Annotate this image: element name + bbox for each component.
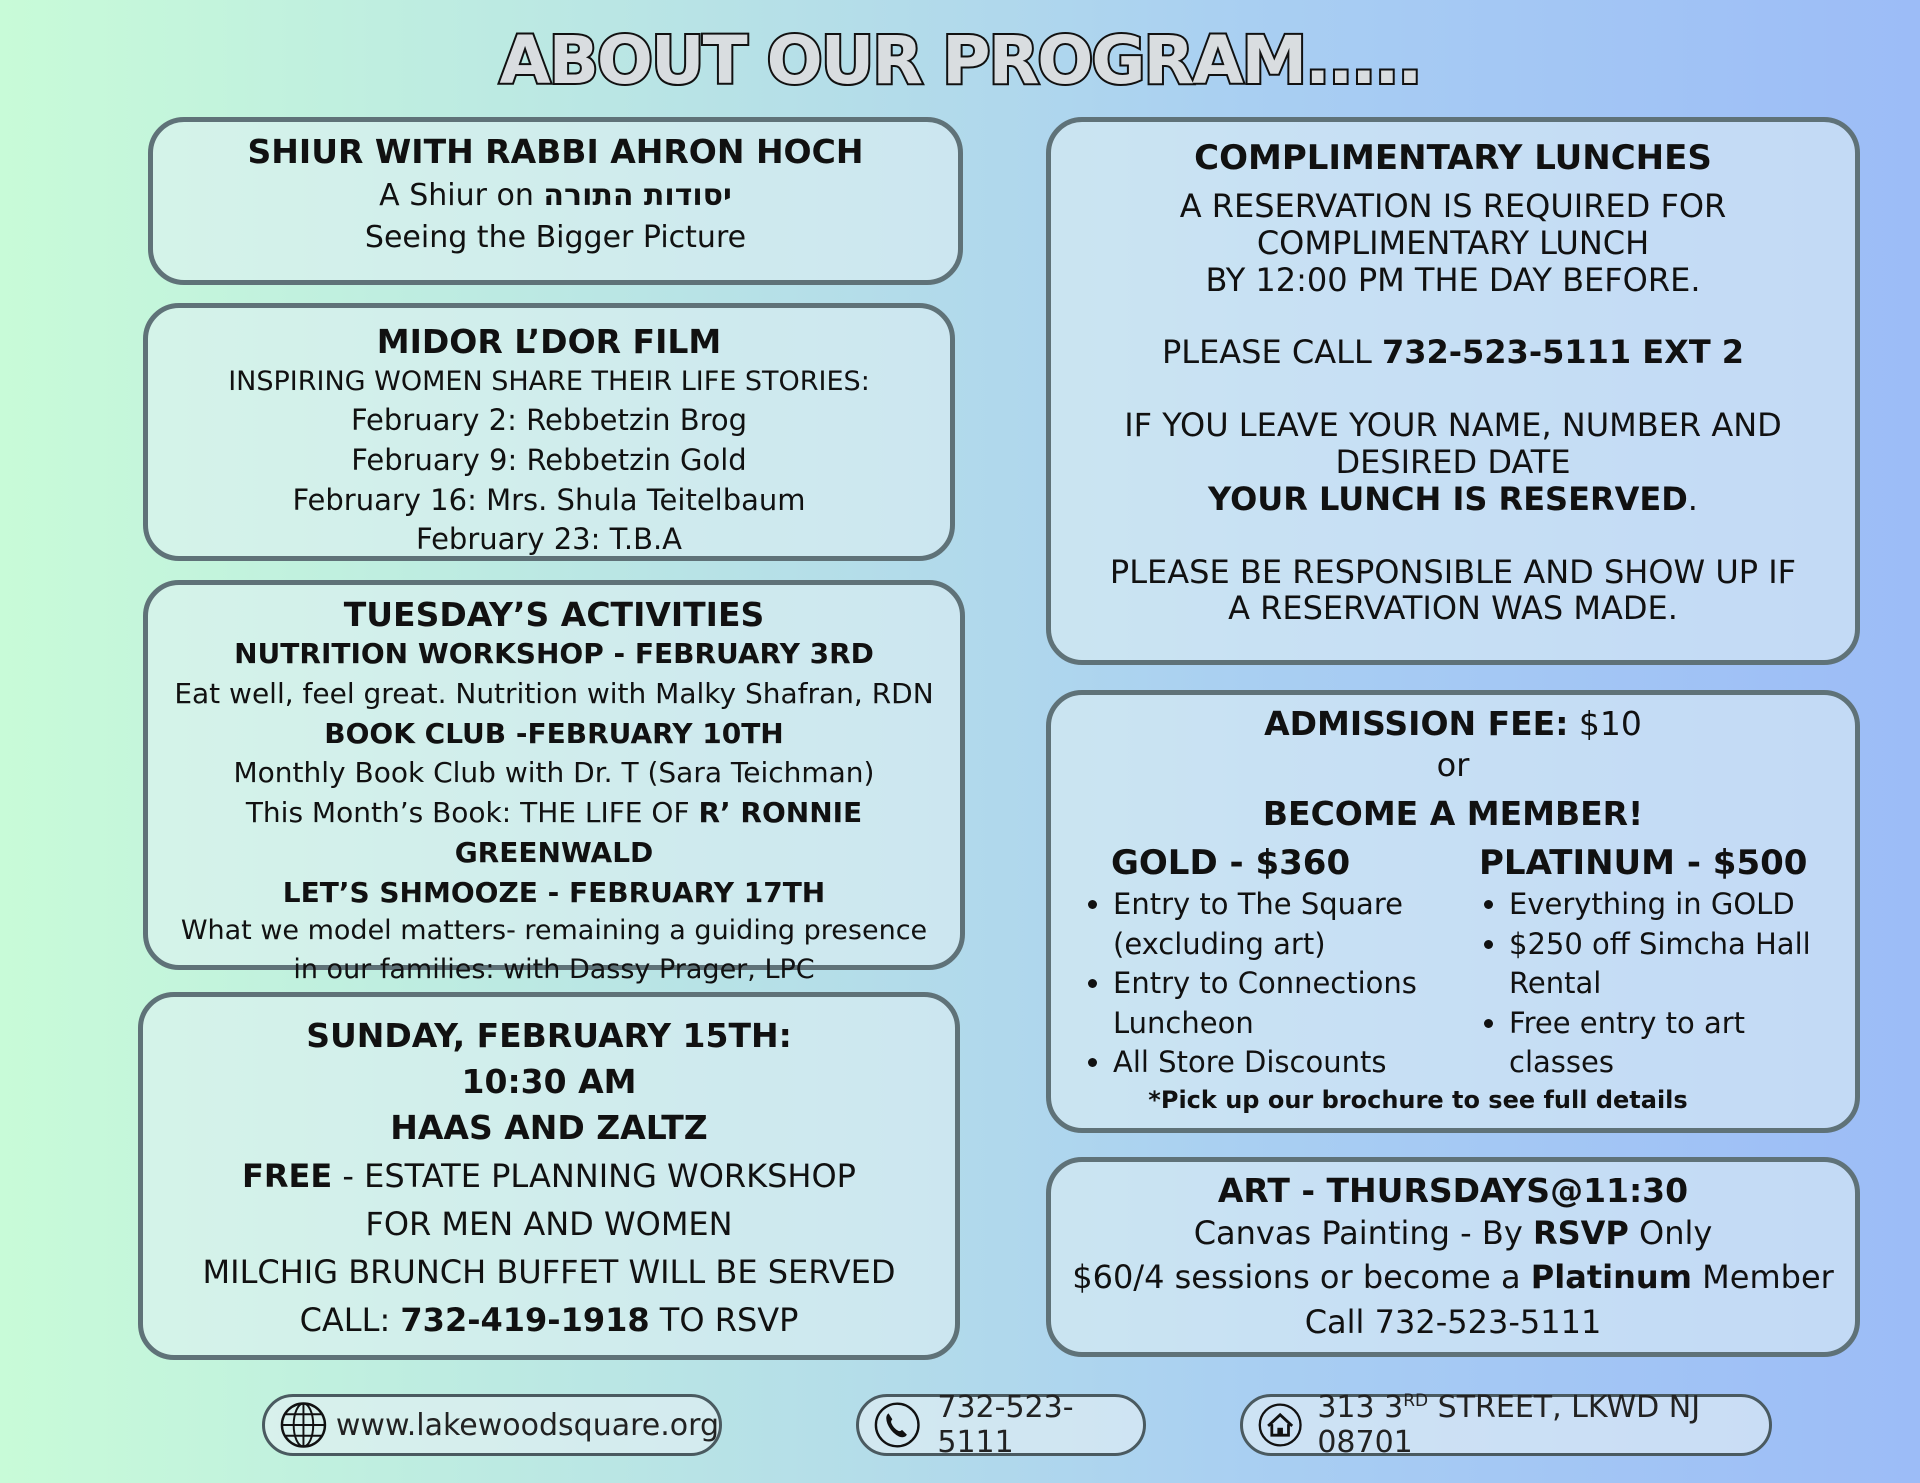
address-sup: RD xyxy=(1403,1391,1429,1411)
book-month-name: R’ RONNIE GREENWALD xyxy=(454,796,863,869)
admission-label: ADMISSION FEE: xyxy=(1264,704,1569,743)
art-platinum: Platinum xyxy=(1530,1258,1692,1297)
lunch-req1: A RESERVATION IS REQUIRED FOR xyxy=(1179,187,1727,225)
gold-item: • Entry to The Square (excluding art) xyxy=(1113,885,1453,964)
art-heading: ART - THURSDAYS@11:30 xyxy=(1217,1171,1689,1210)
address-prefix: 313 3 xyxy=(1317,1390,1404,1425)
book-month-prefix: This Month’s Book: THE LIFE OF xyxy=(245,796,699,829)
shiur-line1 xyxy=(153,177,958,215)
admission-fee xyxy=(1051,703,1855,745)
call-suffix: TO RSVP xyxy=(649,1300,799,1339)
shiur-heading: SHIUR WITH RABBI AHRON HOCH xyxy=(247,132,864,171)
platinum-item: • Everything in GOLD xyxy=(1509,885,1855,924)
art-line2 xyxy=(1051,1255,1855,1299)
rsvp-phone: 732-419-1918 xyxy=(400,1300,650,1339)
admission-amount: $10 xyxy=(1568,704,1642,743)
art-line1-suffix: Only xyxy=(1628,1214,1713,1253)
book-title: BOOK CLUB -FEBRUARY 10TH xyxy=(324,716,784,750)
admission-or: or xyxy=(1436,746,1470,785)
lunch-phone: 732-523-5111 EXT 2 xyxy=(1381,333,1745,372)
sunday-audience: FOR MEN AND WOMEN xyxy=(365,1204,733,1243)
book-desc: Monthly Book Club with Dr. T (Sara Teichman) xyxy=(233,756,875,790)
film-subtitle: INSPIRING WOMEN SHARE THEIR LIFE STORIES: xyxy=(228,366,870,397)
art-box xyxy=(1046,1157,1860,1357)
film-heading: MIDOR L’DOR FILM xyxy=(376,322,722,361)
platinum-item: • $250 off Simcha Hall Rental xyxy=(1509,925,1855,1004)
book-month xyxy=(148,793,960,873)
lunch-call-prefix: PLEASE CALL xyxy=(1161,333,1382,372)
gold-title: GOLD - $360 xyxy=(1111,843,1351,884)
platinum-title: PLATINUM - $500 xyxy=(1479,843,1808,884)
call-prefix: CALL: xyxy=(299,1300,401,1339)
gold-tier xyxy=(1051,843,1453,1082)
gold-item: • All Store Discounts xyxy=(1113,1043,1453,1082)
film-date: February 16: Mrs. Shula Teitelbaum xyxy=(292,482,806,517)
film-date: February 23: T.B.A xyxy=(415,522,683,557)
website-link[interactable]: www.lakewoodsquare.org xyxy=(335,1407,719,1443)
nutrition-title: NUTRITION WORKSHOP - FEBRUARY 3RD xyxy=(234,637,874,670)
brochure-note: *Pick up our brochure to see full details xyxy=(1148,1086,1688,1115)
admission-box xyxy=(1046,690,1860,1133)
website-pill[interactable] xyxy=(262,1394,722,1456)
lunch-resp1: PLEASE BE RESPONSIBLE AND SHOW UP IF xyxy=(1109,552,1797,591)
art-line3: Call 732-523-5111 xyxy=(1304,1302,1602,1341)
globe-icon xyxy=(279,1400,328,1450)
art-line2-suffix: Member xyxy=(1691,1258,1834,1297)
tuesday-box xyxy=(143,580,965,985)
film-date: February 2: Rebbetzin Brog xyxy=(350,403,748,438)
shiur-hebrew: יסודות התורה xyxy=(543,178,732,213)
film-date: February 9: Rebbetzin Gold xyxy=(351,443,747,478)
lunch-req3: BY 12:00 PM THE DAY BEFORE. xyxy=(1205,260,1701,299)
lunch-leave2: DESIRED DATE xyxy=(1335,442,1571,481)
lunch-heading: COMPLIMENTARY LUNCHES xyxy=(1194,138,1712,178)
film-box xyxy=(143,303,955,561)
shiur-line2: Seeing the Bigger Picture xyxy=(364,220,747,256)
workshop-text: - ESTATE PLANNING WORKSHOP xyxy=(332,1156,856,1195)
shmooze-title: LET’S SHMOOZE - FEBRUARY 17TH xyxy=(282,875,826,909)
platinum-item: • Free entry to art classes xyxy=(1509,1004,1855,1083)
phone-pill[interactable] xyxy=(856,1390,1146,1460)
membership-tiers xyxy=(1051,843,1855,1082)
address-suffix: STREET, LKWD NJ 08701 xyxy=(1317,1390,1701,1460)
platinum-tier xyxy=(1453,843,1855,1082)
phone-number[interactable]: 732-523-5111 xyxy=(937,1390,1074,1460)
gold-item: • Entry to Connections Luncheon xyxy=(1113,964,1453,1043)
address-text xyxy=(1317,1390,1769,1460)
free-label: FREE xyxy=(242,1156,333,1195)
address-pill[interactable] xyxy=(1240,1390,1772,1460)
art-line2-prefix: $60/4 sessions or become a xyxy=(1072,1258,1531,1297)
lunch-leave1: IF YOU LEAVE YOUR NAME, NUMBER AND xyxy=(1124,406,1782,445)
sunday-call xyxy=(143,1296,955,1344)
sunday-box xyxy=(138,992,960,1360)
lunch-req2: COMPLIMENTARY LUNCH xyxy=(1256,223,1650,262)
nutrition-desc: Eat well, feel great. Nutrition with Malky Shafran, RDN xyxy=(174,676,934,710)
art-rsvp: RSVP xyxy=(1532,1214,1629,1253)
sunday-heading-date: SUNDAY, FEBRUARY 15TH: xyxy=(306,1016,792,1055)
art-line1 xyxy=(1051,1211,1855,1255)
art-line1-prefix: Canvas Painting - By xyxy=(1193,1214,1533,1253)
shmooze-desc1: What we model matters- remaining a guiding presence xyxy=(180,915,928,947)
lunch-reserved xyxy=(1051,481,1855,518)
phone-icon xyxy=(873,1400,921,1450)
home-icon xyxy=(1257,1400,1303,1450)
shiur-box xyxy=(148,117,963,285)
lunch-reserved-text: YOUR LUNCH IS RESERVED xyxy=(1208,479,1688,518)
lunch-box xyxy=(1046,117,1860,665)
sunday-heading-time: 10:30 AM xyxy=(461,1062,637,1102)
shiur-line1-text: A Shiur on xyxy=(379,178,544,213)
sunday-brunch: MILCHIG BRUNCH BUFFET WILL BE SERVED xyxy=(202,1252,896,1291)
sunday-heading-host: HAAS AND ZALTZ xyxy=(390,1108,708,1148)
lunch-call xyxy=(1051,334,1855,371)
shmooze-desc2: in our families: with Dassy Prager, LPC xyxy=(293,953,815,985)
become-member: BECOME A MEMBER! xyxy=(1262,794,1644,834)
lunch-reserved-dot: . xyxy=(1687,479,1698,518)
lunch-resp2: A RESERVATION WAS MADE. xyxy=(1228,589,1678,628)
sunday-workshop xyxy=(143,1152,955,1200)
tuesday-heading: TUESDAY’S ACTIVITIES xyxy=(343,595,765,634)
page-title: ABOUT OUR PROGRAM..... xyxy=(499,22,1421,99)
